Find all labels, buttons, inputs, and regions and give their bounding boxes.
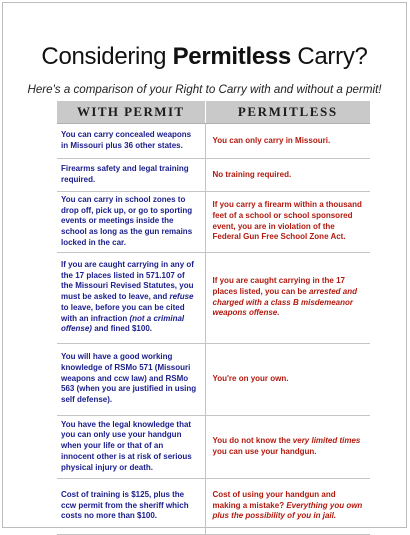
table-row [57, 478, 370, 534]
with-permit-cell [57, 252, 205, 343]
with-permit-cell: You will have a good working knowledge of RSMo 571 (Missouri weapons and ccw law) and RSMo 563 (when you are justified in using self defense). [57, 343, 205, 415]
permitless-cell [205, 159, 370, 192]
table-header-row [57, 101, 370, 124]
cell-text: Cost of using your handgun and making a mistake? [212, 489, 336, 510]
with-permit-cell: You can carry in school zones to drop off, pick up, or go to sporting events or meetings inside the school as long as the gun remains locked in the car. [57, 192, 205, 253]
cell-text: and fined $100. [91, 324, 152, 334]
header-permitless: PERMITLESS [205, 101, 370, 124]
cell-text: You're on your own. [212, 373, 289, 383]
emphasis-text: refuse [169, 292, 194, 302]
table-row [57, 343, 370, 415]
with-permit-cell [57, 159, 205, 192]
title-prefix: Considering [41, 43, 173, 70]
page-title [3, 43, 406, 71]
permitless-cell [205, 415, 370, 478]
cell-text: You can only carry in Missouri. [212, 135, 331, 145]
permitless-cell [205, 252, 370, 343]
permitless-cell [205, 343, 370, 415]
table-row [57, 192, 370, 253]
permitless-cell [205, 478, 370, 534]
cell-text: you can use your handgun. [212, 446, 317, 456]
title-emphasis: Permitless [172, 43, 291, 70]
title-suffix: Carry? [290, 43, 368, 70]
page-subtitle: Here's a comparison of your Right to Carry with and without a permit! [27, 83, 382, 96]
permitless-cell [205, 124, 370, 159]
cell-text: You do not know the [212, 435, 293, 445]
emphasis-text: very limited times [292, 435, 361, 445]
table-row [57, 415, 370, 478]
flyer-page [2, 2, 407, 528]
emphasis-text: (not a criminal offense) [61, 313, 185, 334]
emphasis-text: arrested and charged with a class B misdemeanor weapons offense. [212, 286, 358, 318]
cell-text: If you are caught carrying in any of the 17 places listed in 571.107 of the Missouri Revised Statutes, you must be asked to leave, and [61, 260, 194, 302]
header-with-permit: WITH PERMIT [57, 101, 205, 124]
emphasis-text: Everything you own plus the possibility of you in jail. [212, 500, 363, 521]
cell-text: Firearms safety and legal training required. [61, 164, 189, 184]
with-permit-cell: Cost of training is $125, plus the ccw permit from the sheriff which costs no more than $100. [57, 478, 205, 534]
cell-text: to leave, before you can be cited with an infraction [61, 302, 185, 323]
cell-text: If you carry a firearm within a thousand feet of a school or school sponsored event, you are in violation of the Federal Gun Free School Zone Act. [212, 200, 362, 242]
cell-text: No training required. [212, 169, 292, 179]
cell-text: If you are caught carrying in the 17 places listed, you can be [212, 276, 345, 296]
table-row [57, 159, 370, 192]
with-permit-cell: You have the legal knowledge that you can only use your handgun when your life or that of an innocent other is at risk of serious physical injury or death. [57, 415, 205, 478]
with-permit-cell: You can carry concealed weapons in Missouri plus 36 other states. [57, 124, 205, 159]
permitless-cell [205, 192, 370, 253]
comparison-table [57, 101, 370, 535]
table-row [57, 124, 370, 159]
table-row [57, 252, 370, 343]
